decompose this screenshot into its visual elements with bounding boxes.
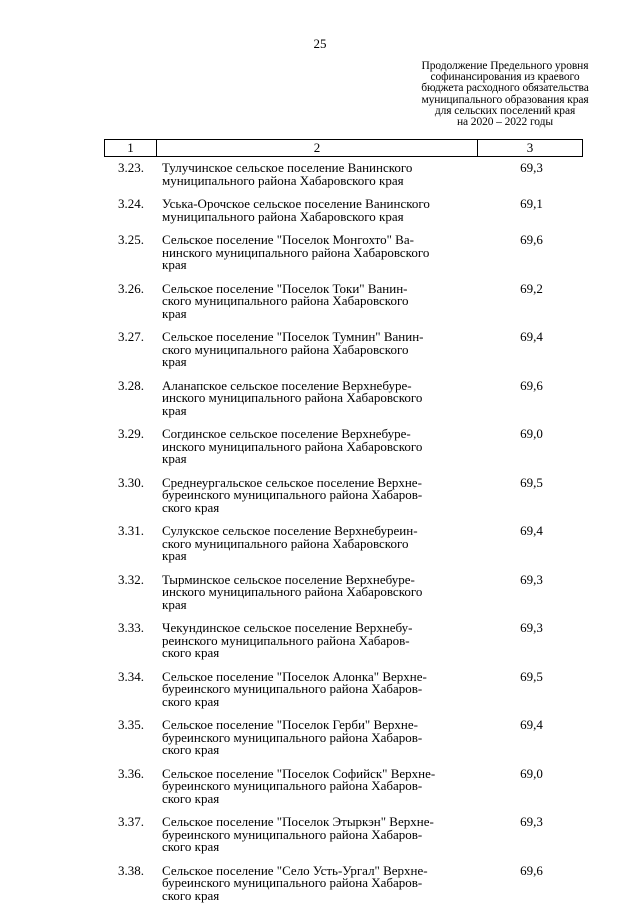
column-value-header: 3: [526, 140, 534, 155]
cofinancing-level-value: 69,3: [520, 620, 543, 635]
settlement-name: [156, 280, 476, 321]
cofinancing-level-value: 69,6: [520, 862, 543, 878]
settlement-name-line: Уська-Орочское сельское поселение Ванинского: [162, 196, 430, 211]
heading-line: муниципального образования края: [421, 93, 589, 106]
settlement-name-line: реинского муниципального района Хабаров-: [162, 632, 410, 648]
row-number: 3.29.: [118, 426, 144, 441]
settlement-name-line: буреинского муниципального района Хабаров-: [162, 778, 423, 793]
table-row: [104, 765, 583, 806]
settlement-name: [156, 816, 476, 854]
settlement-name: [156, 377, 476, 418]
table-row: [104, 571, 583, 612]
table-row: [104, 162, 583, 187]
cofinancing-level-value: 69,6: [520, 232, 543, 247]
row-number: 3.28.: [118, 377, 144, 393]
settlement-name: [156, 198, 476, 223]
column-number-header: 1: [105, 140, 157, 156]
settlement-name-line: Сельское поселение "Поселок Монгохто" Ва-: [162, 232, 414, 247]
row-number: 3.25.: [118, 232, 144, 247]
settlement-name: [156, 862, 476, 903]
settlement-name-line: Согдинское сельское поселение Верхнебуре-: [162, 426, 411, 441]
settlement-name-line: края: [162, 354, 187, 369]
page-number: 25: [313, 36, 327, 51]
settlement-name-line: ского края: [162, 887, 220, 903]
settlement-name-line: буреинского муниципального района Хабаров-: [162, 729, 423, 745]
settlement-name-line: ского края: [162, 693, 220, 709]
row-number: 3.36.: [118, 765, 144, 781]
table-row: [104, 331, 583, 369]
row-number: 3.23.: [118, 160, 144, 175]
settlement-name: [156, 525, 476, 563]
settlement-name-line: Сельское поселение "Поселок Токи" Ванин-: [162, 280, 408, 296]
heading-line: бюджета расходного обязательства: [421, 82, 589, 95]
row-number: 3.24.: [118, 196, 144, 211]
cofinancing-level-value: 69,2: [520, 280, 543, 296]
settlement-name: [156, 571, 476, 612]
row-number: 3.35.: [118, 717, 144, 732]
heading-line: на 2020 – 2022 годы: [456, 116, 554, 129]
settlement-name-line: нинского муниципального района Хабаровского: [162, 244, 430, 260]
settlement-name-line: Тырминское сельское поселение Верхнебуре-: [162, 571, 415, 587]
settlement-name: [156, 234, 476, 272]
table-row: [104, 474, 583, 515]
settlement-name-line: буреинского муниципального района Хабаров-: [162, 681, 423, 696]
settlement-name-line: Среднеургальское сельское поселение Верхне-: [162, 474, 422, 490]
cofinancing-level-value: 69,3: [520, 160, 543, 175]
row-number: 3.37.: [118, 814, 144, 829]
table-row: [104, 719, 583, 757]
settlement-name-line: Сельское поселение "Поселок Герби" Верхне-: [162, 717, 418, 732]
settlement-name-line: ского края: [162, 790, 220, 806]
row-number: 3.30.: [118, 474, 144, 490]
settlement-name-line: Сельское поселение "Поселок Тумнин" Ванин-: [162, 329, 424, 344]
settlement-name-line: инского муниципального района Хабаровского: [162, 390, 423, 405]
cofinancing-level-value: 69,5: [520, 668, 543, 684]
table-row: [104, 198, 583, 223]
cofinancing-level-value: 69,5: [520, 474, 543, 490]
settlement-name-line: Сельское поселение "Поселок Этыркэн" Верхне-: [162, 814, 434, 829]
cofinancing-level-value: 69,0: [520, 765, 543, 781]
column-name-header: 2: [157, 140, 478, 156]
cofinancing-level-value: 69,3: [520, 814, 543, 829]
settlement-name-line: края: [162, 257, 187, 272]
settlement-name: [156, 622, 476, 660]
settlement-name-line: ского муниципального района Хабаровского: [162, 341, 409, 357]
cofinancing-level-value: 69,4: [520, 329, 543, 344]
settlement-name-line: Аланапское сельское поселение Верхнебуре-: [162, 377, 412, 393]
settlement-name: [156, 719, 476, 757]
settlement-name-line: ского края: [162, 645, 220, 660]
cofinancing-level-value: 69,4: [520, 523, 543, 538]
cofinancing-level-value: 69,6: [520, 377, 543, 393]
table-row: [104, 377, 583, 418]
row-number: 3.27.: [118, 329, 144, 344]
table-row: [104, 234, 583, 272]
settlement-name-line: ского муниципального района Хабаровского: [162, 535, 409, 551]
table-row: [104, 668, 583, 709]
settlement-name-line: края: [162, 596, 187, 612]
heading-line: софинансирования из краевого: [430, 71, 580, 84]
settlement-name: [156, 162, 476, 187]
heading-line: для сельских поселений края: [434, 104, 576, 117]
row-number: 3.26.: [118, 280, 144, 296]
table-continuation-heading: [380, 61, 630, 128]
heading-line: Продолжение Предельного уровня: [421, 60, 589, 72]
settlement-name-line: Тулучинское сельское поселение Ванинского: [162, 160, 413, 175]
table-row: [104, 525, 583, 563]
settlement-name-line: Сулукское сельское поселение Верхнебуреин-: [162, 523, 418, 538]
settlement-name-line: Сельское поселение "Поселок Алонка" Верхне-: [162, 668, 427, 684]
settlement-name-line: ского края: [162, 839, 220, 854]
settlement-name-line: ского края: [162, 499, 220, 515]
table-row: [104, 428, 583, 466]
settlement-name-line: инского муниципального района Хабаровского: [162, 438, 423, 454]
settlement-name-line: края: [162, 451, 187, 466]
row-number: 3.31.: [118, 523, 144, 538]
row-number: 3.32.: [118, 571, 144, 587]
row-number: 3.34.: [118, 668, 144, 684]
settlement-name-line: ского муниципального района Хабаровского: [162, 293, 409, 308]
settlement-name-line: края: [162, 305, 187, 321]
settlement-name-line: края: [162, 548, 187, 563]
settlement-name-line: инского муниципального района Хабаровского: [162, 584, 423, 599]
cofinancing-level-value: 69,1: [520, 196, 543, 211]
settlement-name-line: буреинского муниципального района Хабаров-: [162, 875, 423, 890]
settlement-name-line: муниципального района Хабаровского края: [162, 208, 404, 224]
settlement-name: [156, 668, 476, 709]
table-row: [104, 862, 583, 903]
cofinancing-level-value: 69,3: [520, 571, 543, 587]
table-row: [104, 816, 583, 854]
settlement-name-line: Сельское поселение "Село Усть-Ургал" Верхне-: [162, 862, 428, 878]
settlement-name-line: муниципального района Хабаровского края: [162, 172, 404, 188]
row-number: 3.33.: [118, 620, 144, 635]
settlement-name: [156, 331, 476, 369]
table-body: [104, 162, 583, 913]
table-row: [104, 622, 583, 660]
cofinancing-level-value: 69,4: [520, 717, 543, 732]
settlement-name: [156, 428, 476, 466]
cofinancing-level-value: 69,0: [520, 426, 543, 441]
settlement-name-line: буреинского муниципального района Хабаров-: [162, 826, 423, 842]
settlement-name: [156, 474, 476, 515]
settlement-name-line: буреинского муниципального района Хабаров-: [162, 487, 423, 502]
settlement-name: [156, 765, 476, 806]
row-number: 3.38.: [118, 862, 144, 878]
table-column-header: [104, 139, 583, 157]
settlement-name-line: края: [162, 402, 187, 418]
settlement-name-line: ского края: [162, 742, 220, 757]
settlement-name-line: Чекундинское сельское поселение Верхнебу-: [162, 620, 413, 635]
table-row: [104, 280, 583, 321]
settlement-name-line: Сельское поселение "Поселок Софийск" Верхне-: [162, 765, 436, 781]
